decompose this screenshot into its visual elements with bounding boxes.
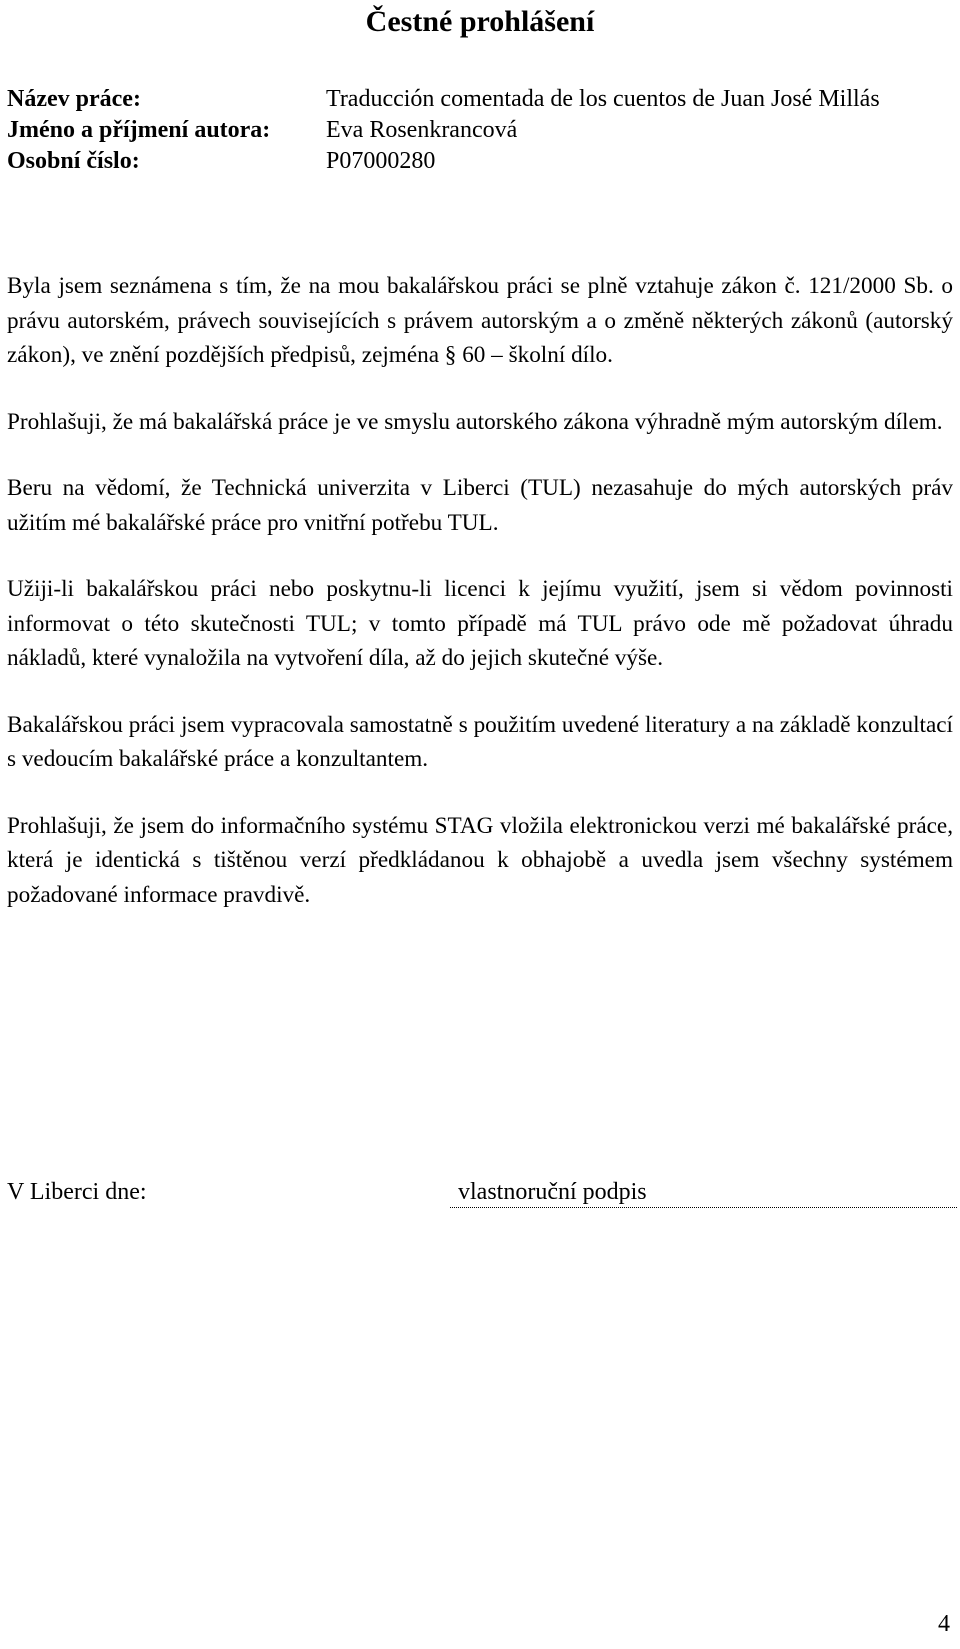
place-date-label: V Liberci dne:: [7, 1179, 147, 1205]
university-rights-paragraph: Beru na vědomí, že Technická univerzita v Liberci (TUL) nezasahuje do mých autorských práv užitím mé bakalářské práce pro vnitřní potřebu TUL.: [7, 475, 953, 536]
author-name-value: Eva Rosenkrancová: [326, 117, 518, 143]
independent-work-paragraph: Bakalářskou práci jsem vypracovala samostatně s použitím uvedené literatury a na základě konzultací s vedoucím bakalářské práce a konzultantem.: [7, 711, 953, 772]
license-paragraph: Užiji-li bakalářskou práci nebo poskytnu-li licenci k jejímu využití, jsem si vědom povinnosti informovat o této skutečnosti TUL; v tomto případě má TUL právo ode mě požadovat úhradu nákladů, které vynaložila na vytvoření díla, až do jejich skutečné výše.: [7, 576, 953, 671]
declaration-body: [7, 269, 953, 912]
copyright-law-paragraph: Byla jsem seznámena s tím, že na mou bakalářskou práci se plně vztahuje zákon č. 121/2000 Sb. o právu autorském, právech souvisejících s právem autorským a o změně některých zákonů (autorský zákon), ve znění pozdějších předpisů, zejména § 60 – školní dílo.: [7, 273, 953, 368]
author-name-row: [7, 115, 953, 146]
page-title: Čestné prohlášení: [365, 5, 595, 38]
thesis-title-label: Název práce:: [7, 86, 141, 112]
thesis-metadata: [7, 84, 953, 177]
stag-system-paragraph: Prohlašuji, že jsem do informačního systému STAG vložila elektronickou verzi mé bakalářské práce, která je identická s tištěnou verzí předkládanou k obhajobě a uvedla jsem všechny systémem požadované informace pravdivě.: [7, 812, 953, 908]
author-name-label: Jméno a příjmení autora:: [7, 117, 271, 143]
personal-number-value: P07000280: [326, 148, 436, 174]
personal-number-row: [7, 146, 953, 177]
signature-line: [450, 1207, 957, 1208]
thesis-title-value: Traducción comentada de los cuentos de Juan José Millás: [326, 86, 880, 112]
personal-number-label: Osobní číslo:: [7, 148, 140, 174]
signature-label: vlastnoruční podpis: [458, 1179, 647, 1205]
thesis-title-row: [7, 84, 953, 115]
page-number: 4: [938, 1611, 950, 1637]
authorship-paragraph: Prohlašuji, že má bakalářská práce je ve smyslu autorského zákona výhradně mým autorským dílem.: [7, 408, 943, 435]
